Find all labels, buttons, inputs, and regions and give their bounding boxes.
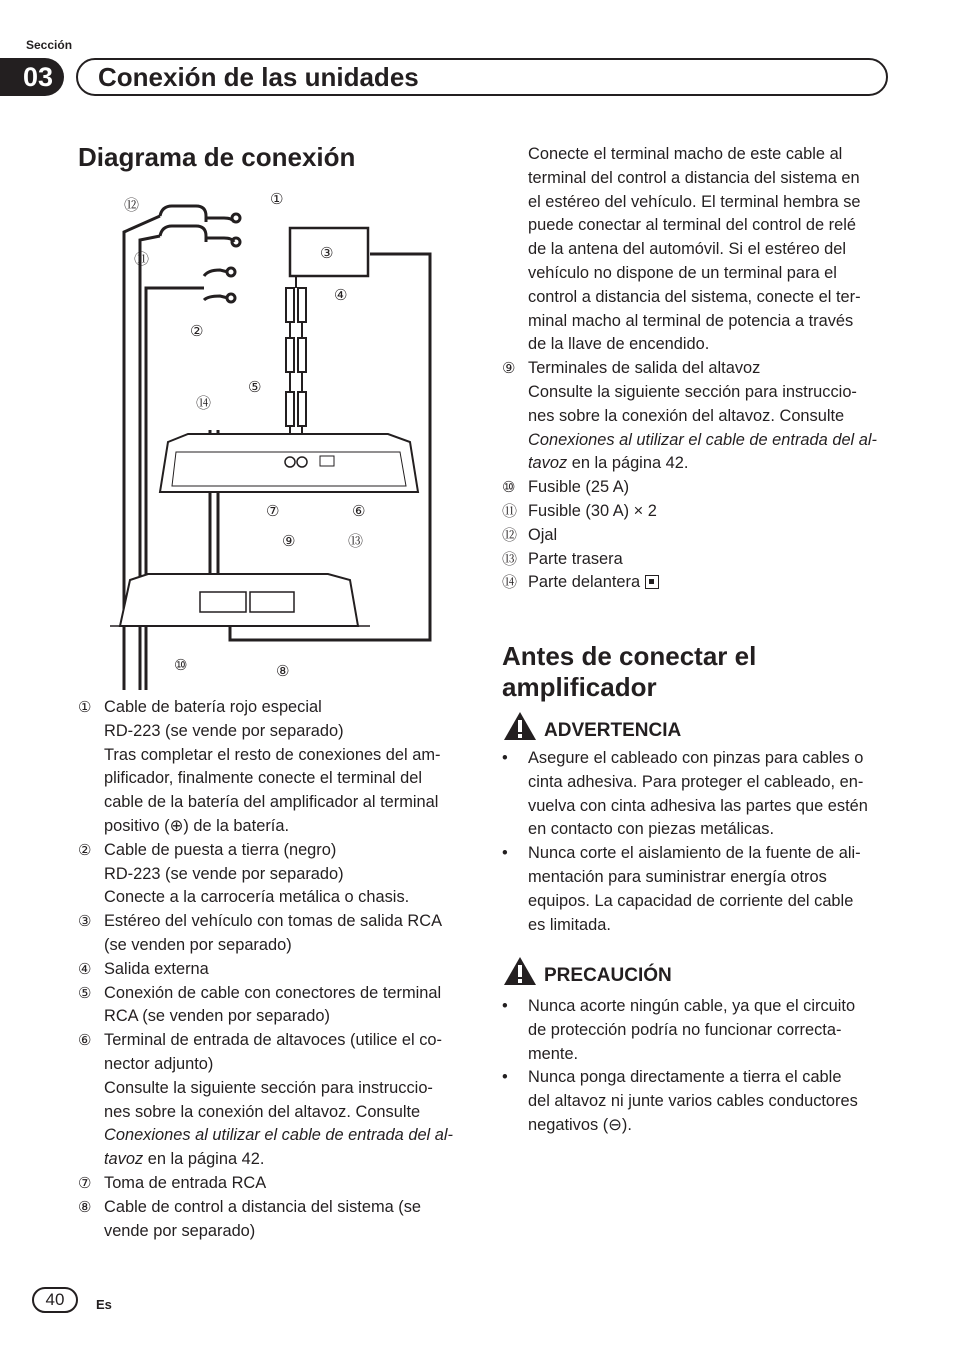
callout-14: ⑭ [196, 394, 212, 412]
item-number: ⑦ [78, 1174, 92, 1192]
callout-12: ⑫ [124, 196, 140, 214]
item-line: Conecte a la carrocería metálica o chasis. [104, 888, 410, 907]
warning-list [502, 747, 902, 937]
bullet-dot: • [502, 844, 508, 863]
item-line: vehículo no dispone de un terminal para el [528, 263, 837, 282]
item-line: vende por separado) [104, 1221, 256, 1240]
item-line: en contacto con piezas metálicas. [528, 820, 774, 839]
item-line: Nunca acorte ningún cable, ya que el circuito [528, 997, 856, 1015]
item-number: ⑭ [502, 574, 518, 592]
item-number: ⑤ [78, 984, 92, 1002]
item-line [528, 429, 902, 453]
list-item-1 [78, 696, 478, 839]
item-line [104, 1124, 478, 1148]
item-line: Conecte el terminal macho de este cable al [528, 145, 843, 163]
left-item-list [78, 696, 478, 1243]
item-line: nes sobre la conexión del altavoz. Consulte [104, 1102, 421, 1121]
item-line: positivo (⊕) de la batería. [104, 816, 290, 835]
item-line-tail: en la página 42. [143, 1150, 265, 1169]
list-item-11 [502, 500, 902, 524]
list-item-3 [78, 910, 478, 958]
item-number: ⑥ [78, 1032, 92, 1050]
caution-title: PRECAUCIÓN [544, 965, 672, 986]
page-number: 40 [32, 1287, 78, 1313]
item-line: minal macho al terminal de potencia a través [528, 311, 854, 330]
item-line: Cable de puesta a tierra (negro) [104, 840, 337, 859]
bullet-dot: • [502, 1068, 508, 1087]
item-line: (se venden por separado) [104, 935, 292, 954]
italic-ref: tavoz [104, 1150, 144, 1169]
callout-5: ⑤ [248, 378, 262, 396]
item-line: negativos (⊖). [528, 1115, 632, 1134]
item-line: de protección podría no funcionar correcta- [528, 1020, 842, 1039]
item-line: Ojal [528, 525, 558, 544]
connection-diagram [100, 180, 490, 690]
item-number: ⑨ [502, 360, 516, 378]
item-line: del altavoz ni junte varios cables conductores [528, 1092, 858, 1111]
item-line: Terminal de entrada de altavoces (utilice el co- [104, 1031, 442, 1050]
list-item-4 [78, 958, 478, 982]
italic-ref: Conexiones al utilizar el cable de entrada del al- [528, 430, 877, 449]
item-line: de la antena del automóvil. Si el estéreo del [528, 240, 847, 259]
item-line: de la llave de encendido. [528, 335, 710, 354]
item-line: RD-223 (se vende por separado) [104, 864, 344, 883]
caution-bullet [502, 995, 902, 1066]
callout-3: ③ [320, 244, 334, 262]
item-line-tail: en la página 42. [567, 454, 689, 473]
list-item-5 [78, 982, 478, 1030]
callout-6: ⑥ [352, 502, 366, 520]
callout-11: ⑪ [134, 250, 150, 268]
item-line: Asegure el cableado con pinzas para cables o [528, 749, 864, 767]
section-title: Conexión de las unidades [98, 62, 419, 92]
item-line: Parte trasera [528, 549, 623, 568]
item-number: ② [78, 841, 92, 859]
warning-title: ADVERTENCIA [544, 720, 682, 741]
item-line [104, 1148, 478, 1172]
item-line: nector adjunto) [104, 1054, 214, 1073]
list-item-13 [502, 548, 902, 572]
list-item-12 [502, 524, 902, 548]
item-line: control a distancia del sistema, conecte el ter- [528, 287, 861, 306]
item-line: RD-223 (se vende por separado) [104, 721, 344, 740]
item-line: equipos. La capacidad de corriente del cable [528, 891, 854, 910]
item-line: vuelva con cinta adhesiva las partes que estén [528, 796, 868, 815]
item-line [528, 571, 902, 595]
item-line: RCA (se venden por separado) [104, 1007, 330, 1026]
italic-ref: Conexiones al utilizar el cable de entrada del al- [104, 1126, 453, 1145]
list-item-6 [78, 1029, 478, 1172]
item-line: nes sobre la conexión del altavoz. Consulte [528, 406, 845, 425]
list-item-10 [502, 476, 902, 500]
item-line: Nunca corte el aislamiento de la fuente de ali- [528, 844, 861, 863]
list-item-8 [78, 1196, 478, 1244]
caution-list [502, 995, 902, 1138]
item-line: cable de la batería del amplificador al terminal [104, 793, 439, 812]
list-item-9 [502, 357, 902, 476]
item-line-text: Parte delantera [528, 573, 641, 592]
item-line: el estéreo del vehículo. El terminal hembra se [528, 192, 861, 211]
item-number: ① [78, 699, 92, 716]
item-line: Toma de entrada RCA [104, 1173, 267, 1192]
section-label: Sección [26, 38, 73, 52]
caution-heading [502, 955, 672, 987]
amp-heading-line1: Antes de conectar el [502, 641, 757, 671]
end-mark-icon [645, 575, 659, 589]
list-item-7 [78, 1172, 478, 1196]
bullet-dot: • [502, 749, 508, 767]
callout-8: ⑧ [276, 662, 290, 680]
list-item-8-continued [502, 143, 902, 357]
list-item-2 [78, 839, 478, 910]
item-line: Consulte la siguiente sección para instruccio- [528, 382, 857, 401]
warning-bullet [502, 842, 902, 937]
item-line: Tras completar el resto de conexiones del am- [104, 745, 441, 764]
item-line: cinta adhesiva. Para proteger el cableado, en- [528, 772, 864, 791]
item-line: es limitada. [528, 915, 611, 934]
item-number: ⑧ [78, 1198, 92, 1216]
item-line: mentación para suministrar energía otros [528, 867, 827, 886]
diagram-heading: Diagrama de conexión [78, 142, 356, 172]
item-line [528, 452, 902, 476]
warning-bullet [502, 747, 902, 842]
item-number: ⑪ [502, 502, 518, 520]
item-line: Consulte la siguiente sección para instruccio- [104, 1078, 433, 1097]
callout-9: ⑨ [282, 532, 296, 550]
item-number: ④ [78, 960, 92, 978]
item-line: terminal del control a distancia del sistema en [528, 168, 860, 187]
item-number: ⑫ [502, 526, 518, 544]
language-code: Es [96, 1297, 112, 1312]
right-item-list [502, 143, 902, 595]
callout-7: ⑦ [266, 502, 280, 520]
item-line: Estéreo del vehículo con tomas de salida RCA [104, 912, 443, 931]
item-line: Fusible (25 A) [528, 478, 630, 497]
item-number: ⑩ [502, 479, 516, 497]
item-line: Cable de batería rojo especial [104, 698, 322, 716]
caution-icon [502, 955, 538, 987]
callout-1: ① [270, 190, 284, 208]
caution-bullet [502, 1066, 902, 1137]
item-line: Nunca ponga directamente a tierra el cable [528, 1068, 842, 1087]
item-number: ③ [78, 913, 92, 931]
callout-4: ④ [334, 286, 348, 304]
amp-heading-line2: amplificador [502, 672, 657, 702]
item-number: ⑬ [502, 550, 518, 568]
callout-13: ⑬ [348, 532, 364, 550]
callout-2: ② [190, 322, 204, 340]
list-item-14 [502, 571, 902, 595]
item-line: Cable de control a distancia del sistema (se [104, 1197, 422, 1216]
italic-ref: tavoz [528, 454, 568, 473]
warning-heading [502, 710, 681, 742]
item-line: Conexión de cable con conectores de terminal [104, 983, 442, 1002]
item-line: mente. [528, 1044, 579, 1063]
callout-10: ⑩ [174, 656, 188, 674]
item-line: puede conectar al terminal del control de relé [528, 216, 857, 235]
item-line: plificador, finalmente conecte el terminal del [104, 769, 422, 788]
section-number-badge: 03 [0, 58, 64, 96]
bullet-dot: • [502, 997, 508, 1015]
item-line: Terminales de salida del altavoz [528, 359, 761, 378]
warning-icon [502, 710, 538, 742]
item-line: Fusible (30 A) × 2 [528, 501, 657, 520]
amp-heading [502, 641, 756, 703]
item-line: Salida externa [104, 959, 209, 978]
